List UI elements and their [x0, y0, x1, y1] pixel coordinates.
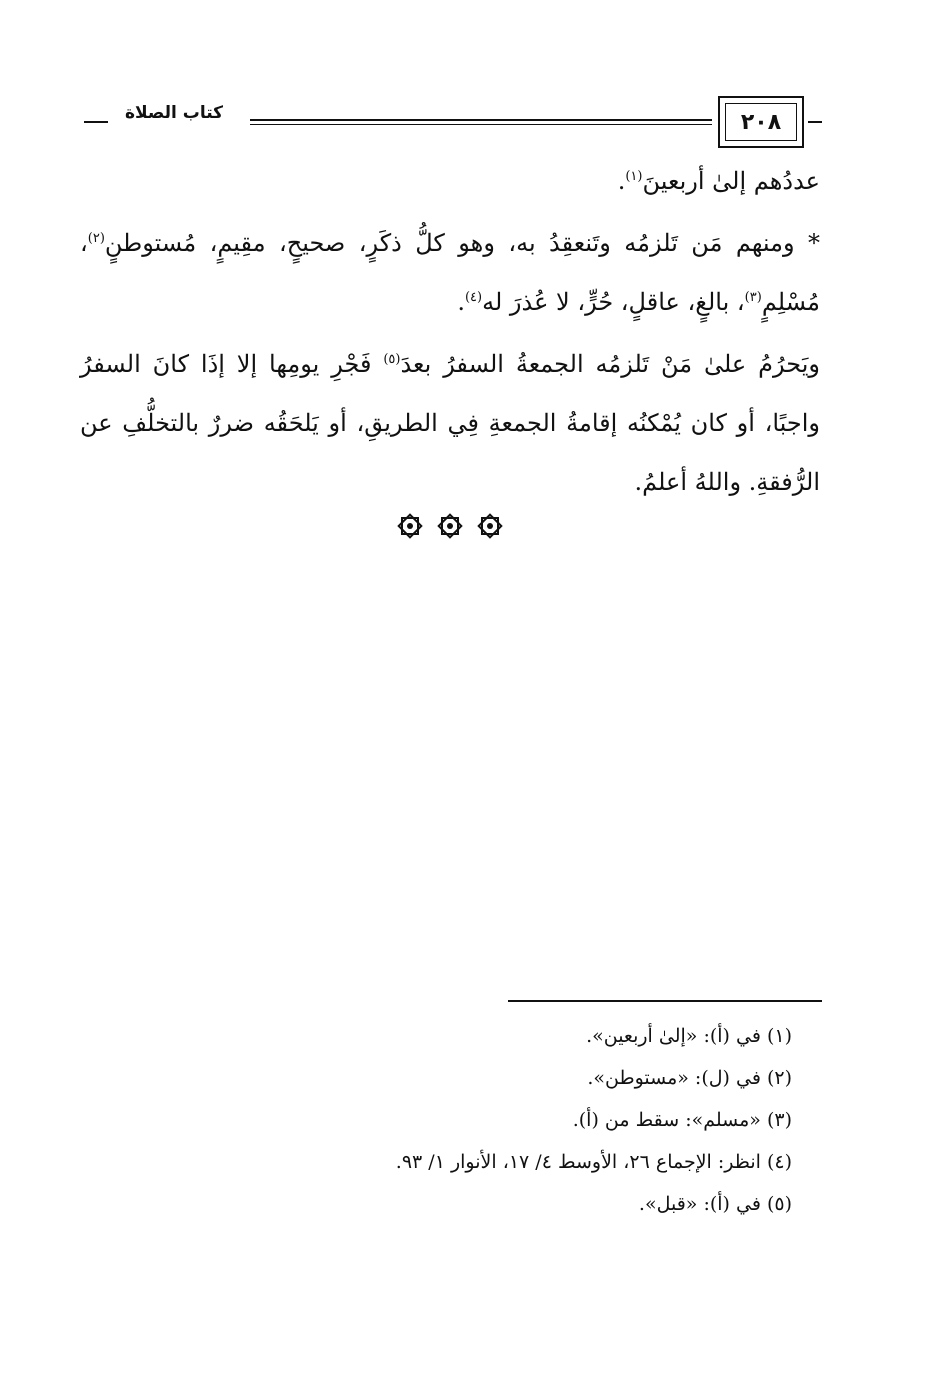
body-paragraph-3	[80, 335, 820, 512]
header-rule-left-short	[84, 121, 108, 123]
footnote-separator	[508, 1000, 822, 1002]
body-text-segment: فَجْرِ يومِها إلا إذَا كانَ السفرُ واجبًا، أو كان يُمْكنُه إقامةُ الجمعةِ فِي الطريقِ، أو يَلحَقُه ضررٌ بالتخلُّفِ عن الرُّفقةِ. واللهُ أعلمُ.	[80, 350, 820, 496]
footnote-ref: (٥)	[383, 352, 401, 367]
body-text-segment: .	[457, 288, 465, 316]
footnote-item: (٢) في (ل): «مستوطن».	[587, 1067, 792, 1089]
body-text-segment: ، مُسْلِمٍ	[80, 229, 820, 316]
page-number: ٢٠٨	[725, 103, 797, 141]
footnote-item: (١) في (أ): «إلىٰ أربعين».	[586, 1025, 792, 1047]
page-number-frame	[718, 96, 804, 148]
footnote-ref: (٣)	[744, 290, 762, 305]
header-rule-right-short	[808, 121, 822, 123]
footnote-item: (٥) في (أ): «قبل».	[638, 1193, 792, 1215]
body-text-segment: عددُهم إلىٰ أربعينَ	[642, 167, 820, 195]
star-ornament-icon	[395, 511, 425, 541]
star-ornament-icon	[435, 511, 465, 541]
footnote-item: (٤) انظر: الإجماع ٢٦، الأوسط ٤/ ١٧، الأنوار ١/ ٩٣.	[395, 1151, 792, 1173]
body-text-segment: ويَحرُمُ علىٰ مَنْ تَلزمُه الجمعةُ السفرُ بعدَ	[400, 350, 820, 378]
footnote-ref: (٢)	[87, 231, 105, 246]
footnote-item: (٣) «مسلم»: سقط من (أ).	[572, 1109, 792, 1131]
footnote-ref: (٤)	[464, 290, 483, 305]
footnote-ref: (١)	[625, 169, 643, 184]
footnotes	[200, 1015, 792, 1225]
section-end-ornament	[395, 510, 505, 542]
star-ornament-icon	[475, 511, 505, 541]
body-text-segment: * ومنهم مَن تَلزمُه وتَنعقِدُ به، وهو كلُّ ذكَرٍ، صحيحٍ، مقِيمٍ، مُستوطنٍ	[104, 229, 820, 257]
section-title: كتاب الصلاة	[124, 103, 224, 123]
body-paragraph-2	[80, 214, 820, 332]
body-text-segment: ، بالغٍ، عاقلٍ، حُرٍّ، لا عُذرَ له	[482, 288, 745, 316]
body-text-segment: .	[617, 167, 626, 195]
header-rule-middle-thin	[250, 124, 712, 125]
header-rule-middle	[250, 119, 712, 121]
body-paragraph-1	[80, 152, 820, 211]
